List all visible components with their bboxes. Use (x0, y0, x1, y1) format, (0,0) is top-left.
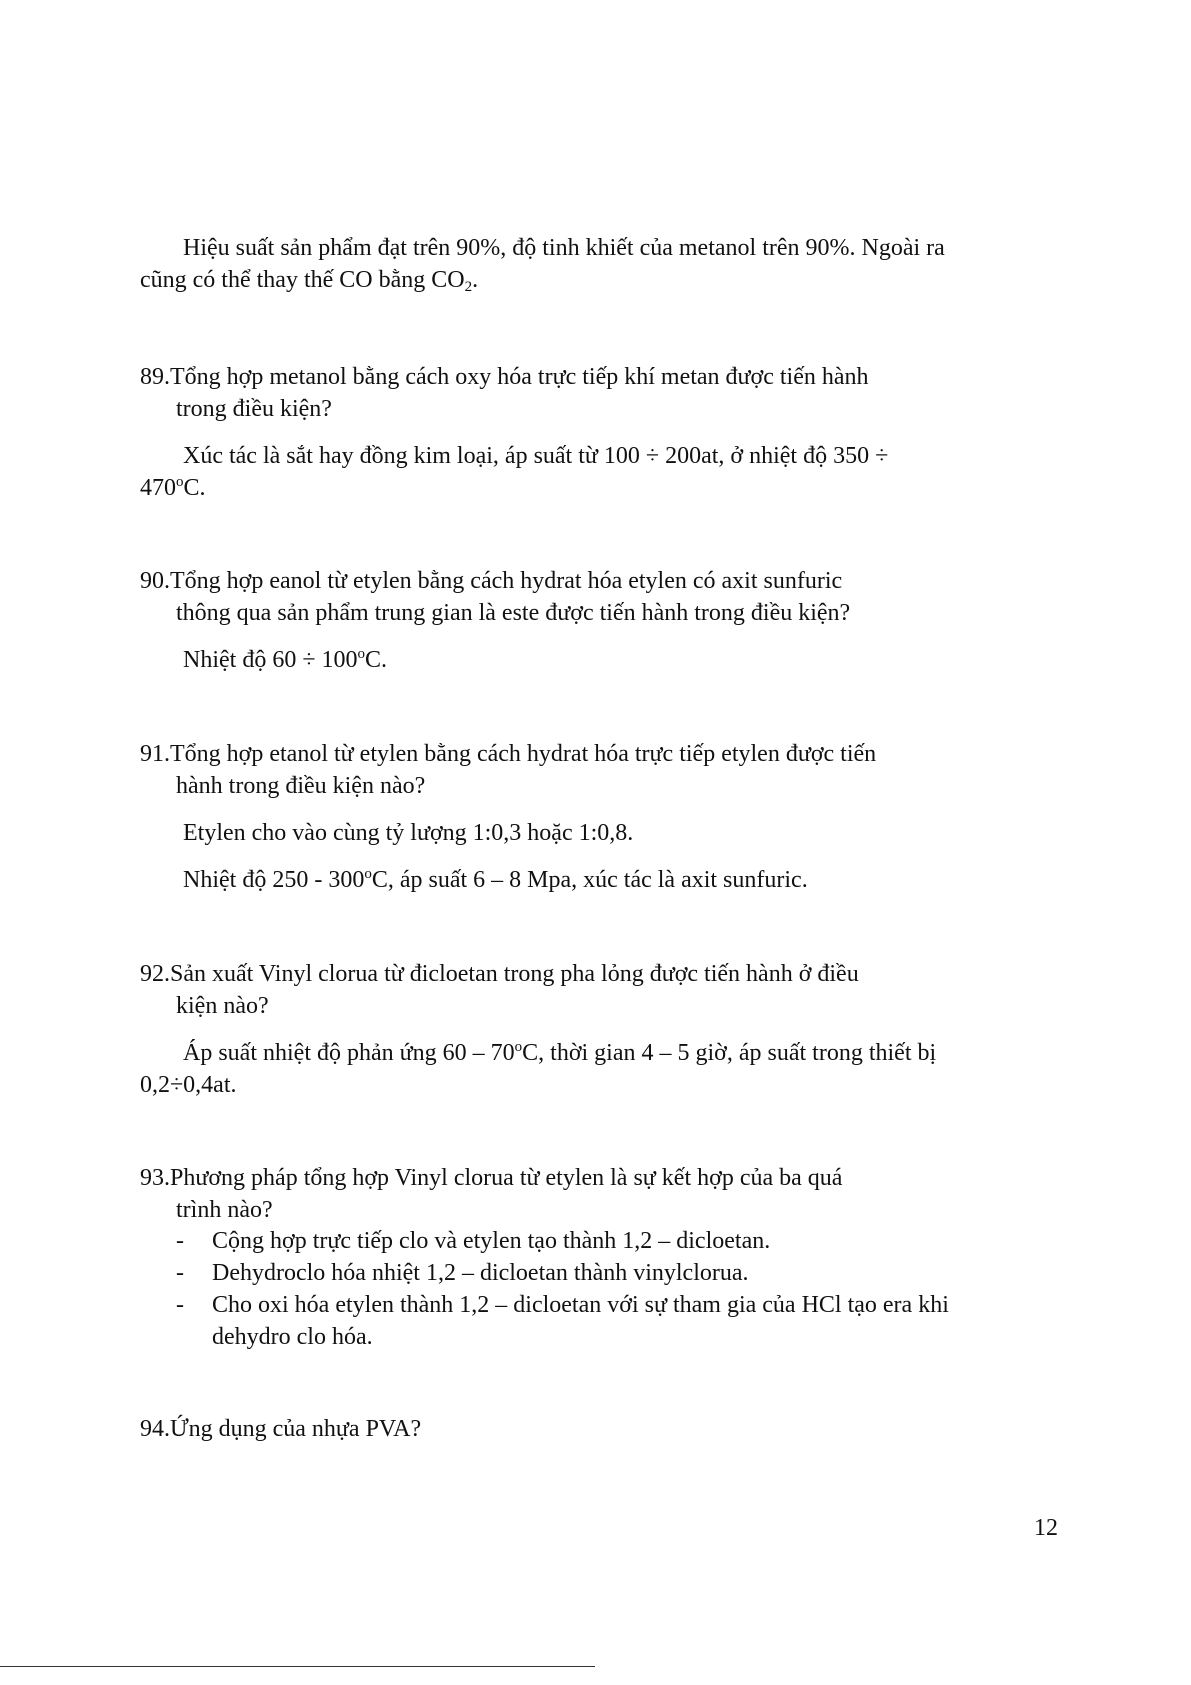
q93-question-line-2 (176, 1194, 273, 1226)
q94-question-text: 94.Ứng dụng của nhựa PVA? (140, 1416, 422, 1442)
q91-answer-text-2-end: C, áp suất 6 – 8 Mpa, xúc tác là axit sunfuric. (371, 867, 808, 893)
q93-bullet-2-text: Dehydroclo hóa nhiệt 1,2 – dicloetan thành vinylclorua. (212, 1260, 749, 1286)
q93-question-text-1: 93.Phương pháp tổng hợp Vinyl clorua từ etylen là sự kết hợp của ba quá (140, 1165, 843, 1191)
q91-question-line-2 (176, 770, 425, 802)
q91-question-text-2: hành trong điều kiện nào? (176, 773, 426, 799)
q90-answer (183, 644, 387, 679)
q92-answer-text-1: Áp suất nhiệt độ phản ứng 60 – 70 (183, 1040, 515, 1066)
q90-question-text-2: thông qua sản phẩm trung gian là este được tiến hành trong điều kiện? (176, 600, 851, 626)
q90-question-line-2 (176, 597, 850, 629)
q89-answer-line-2 (140, 472, 206, 507)
q92-question-line-2 (176, 990, 269, 1022)
q92-answer-text-2: 0,2÷0,4at. (140, 1072, 237, 1098)
q91-answer-2 (183, 864, 808, 899)
q89-answer-text-2-end: C. (183, 475, 206, 501)
q90-answer-text: Nhiệt độ 60 ÷ 100 (183, 647, 358, 673)
degree-superscript: o (364, 866, 372, 882)
q92-answer-text-1-end: C, thời gian 4 – 5 giờ, áp suất trong thiết bị (522, 1040, 937, 1066)
q90-question-line-1 (140, 565, 842, 597)
intro-line-2-text: cũng có thể thay thế CO bằng CO (140, 267, 465, 293)
q90-question-text-1: 90.Tổng hợp eanol từ etylen bằng cách hydrat hóa etylen có axit sunfuric (140, 568, 843, 594)
q93-bullet-3-text-2: dehydro clo hóa. (212, 1324, 373, 1350)
bullet-dash: - (176, 1228, 184, 1254)
q91-question-line-1 (140, 738, 876, 770)
q91-answer-text-1: Etylen cho vào cùng tỷ lượng 1:0,3 hoặc 1:0,8. (183, 820, 634, 846)
intro-line-1-text: Hiệu suất sản phẩm đạt trên 90%, độ tinh khiết của metanol trên 90%. Ngoài ra (183, 235, 945, 261)
footnote-divider (0, 1666, 595, 1667)
degree-superscript: o (176, 474, 184, 490)
degree-superscript: o (357, 646, 365, 662)
list-item (212, 1257, 749, 1289)
q91-answer-1 (183, 817, 633, 849)
q94-question (140, 1413, 421, 1445)
intro-line-2 (140, 264, 478, 299)
q93-question-text-2: trình nào? (176, 1197, 273, 1223)
q89-question-text-2: trong điều kiện? (176, 396, 332, 422)
q92-question-line-1 (140, 958, 859, 990)
bullet-dash: - (176, 1292, 184, 1318)
q93-bullet-1-text: Cộng hợp trực tiếp clo và etylen tạo thành 1,2 – dicloetan. (212, 1228, 771, 1254)
list-item (212, 1225, 770, 1257)
q92-question-text-1: 92.Sản xuất Vinyl clorua từ đicloetan trong pha lỏng được tiến hành ở điều (140, 961, 859, 987)
q92-answer-line-2 (140, 1069, 237, 1101)
q92-answer-line-1 (183, 1037, 936, 1072)
list-item-continuation (212, 1321, 373, 1353)
q91-answer-text-2: Nhiệt độ 250 - 300 (183, 867, 365, 893)
q89-question-text-1: 89.Tổng hợp metanol bằng cách oxy hóa trực tiếp khí metan được tiến hành (140, 364, 869, 390)
q89-question-line-1 (140, 361, 869, 393)
q91-question-text-1: 91.Tổng hợp etanol từ etylen bằng cách hydrat hóa trực tiếp etylen được tiến (140, 741, 877, 767)
co2-subscript: 2 (464, 279, 473, 295)
q89-answer-text-1: Xúc tác là sắt hay đồng kim loại, áp suất từ 100 ÷ 200at, ở nhiệt độ 350 ÷ (183, 443, 889, 469)
q90-answer-end: C. (365, 647, 388, 673)
bullet-dash: - (176, 1260, 184, 1286)
q89-question-line-2 (176, 393, 332, 425)
page-number: 12 (1034, 1515, 1058, 1541)
intro-line-2-end: . (472, 267, 479, 293)
q93-bullet-3-text: Cho oxi hóa etylen thành 1,2 – dicloetan với sự tham gia của HCl tạo era khi (212, 1292, 949, 1318)
q93-question-line-1 (140, 1162, 842, 1194)
intro-line-1 (183, 232, 945, 264)
q89-answer-line-1 (183, 440, 888, 472)
q92-question-text-2: kiện nào? (176, 993, 269, 1019)
degree-superscript: o (514, 1039, 523, 1055)
list-item (212, 1289, 949, 1321)
q89-answer-text-2: 470 (140, 475, 176, 501)
